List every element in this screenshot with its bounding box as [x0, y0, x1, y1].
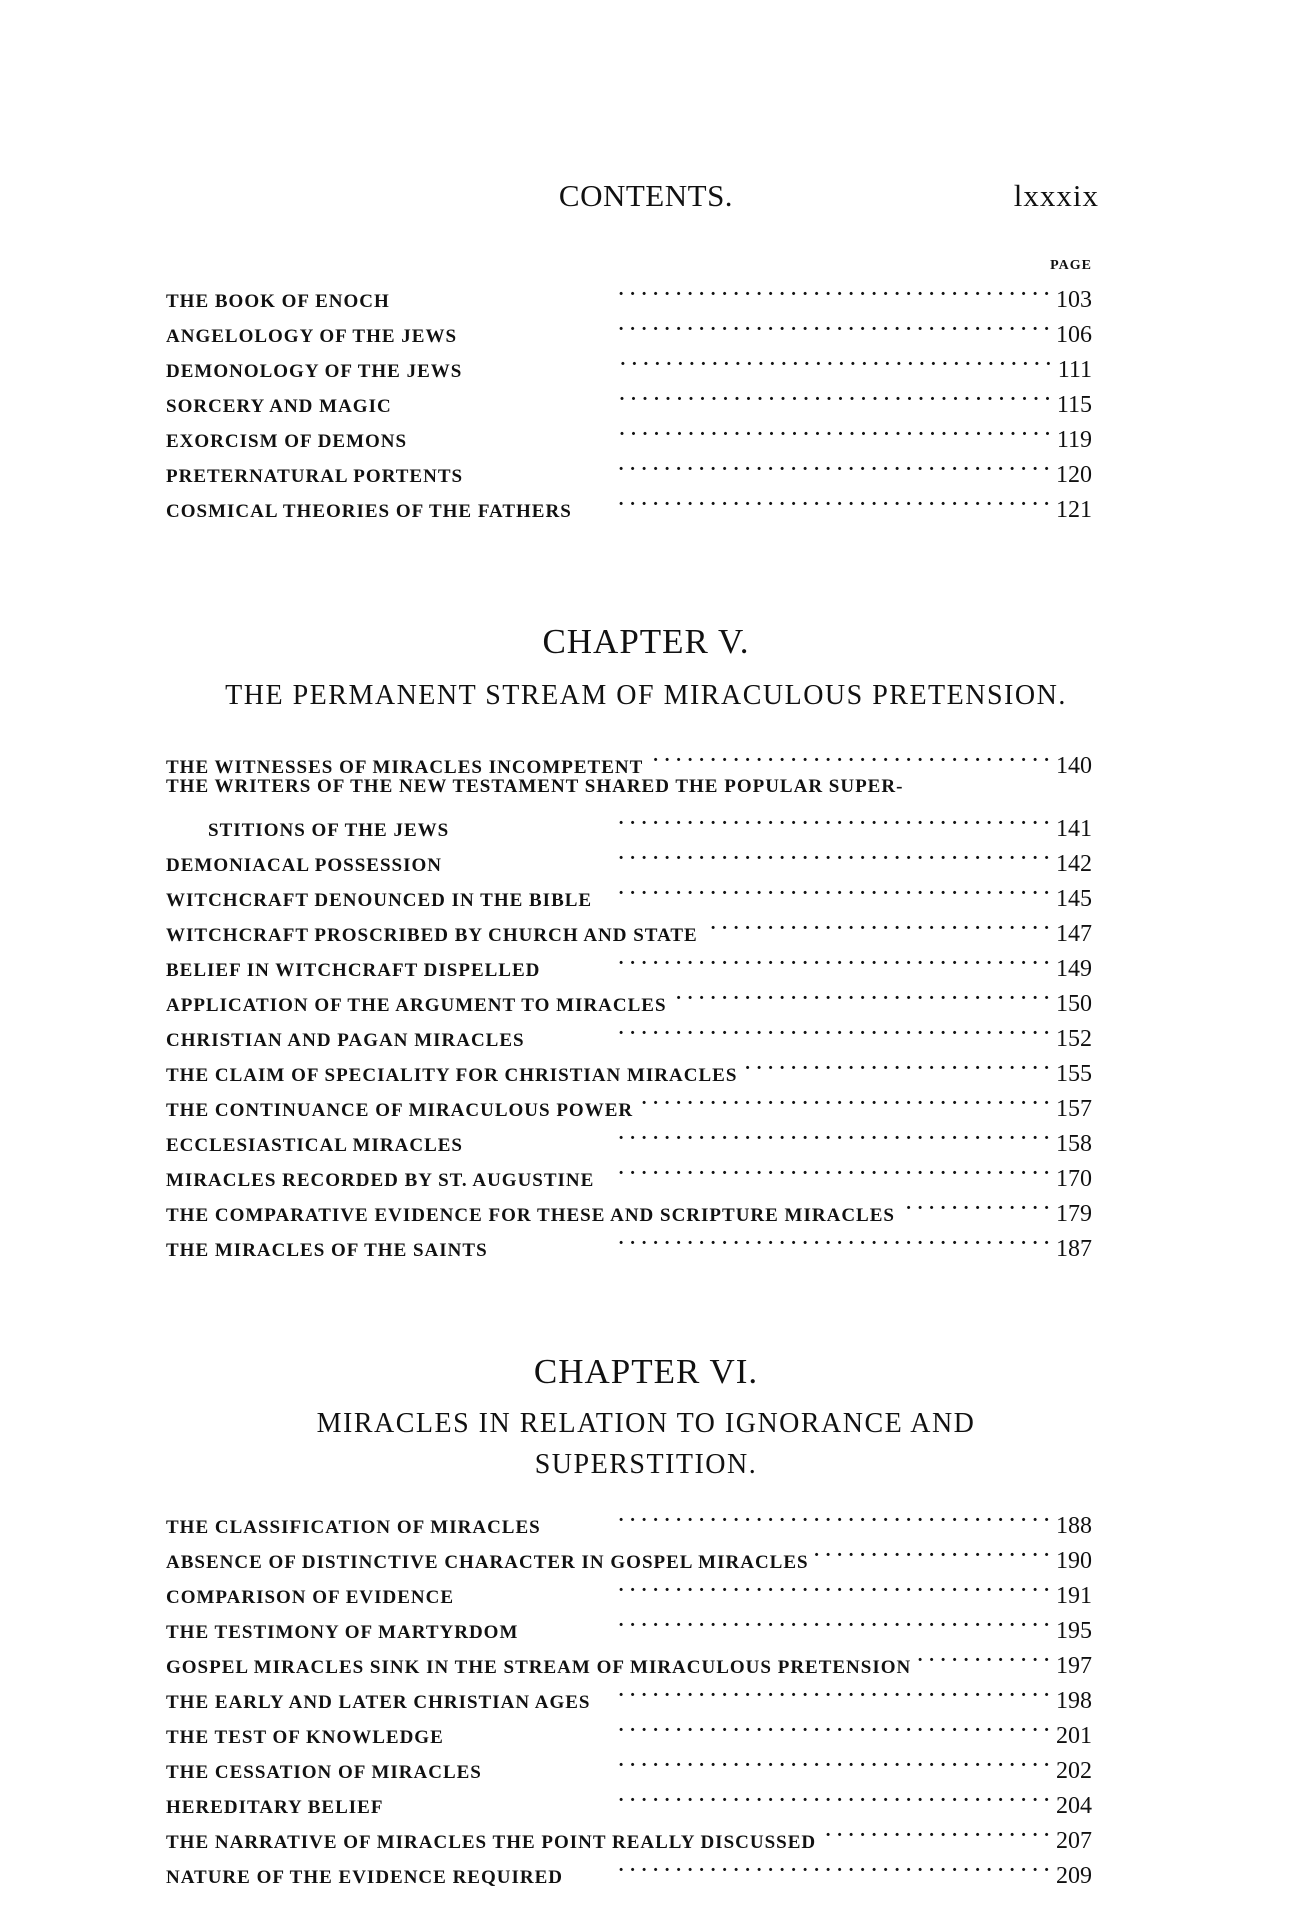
dot-leader — [389, 1778, 1050, 1813]
entry-page: 207 — [1056, 1828, 1092, 1854]
entry-page: 197 — [1056, 1653, 1092, 1679]
entry-page: 198 — [1056, 1688, 1092, 1714]
entry-page: 202 — [1056, 1758, 1092, 1784]
running-header-title: CONTENTS. — [558, 178, 734, 213]
chapter-5-subtitle: THE PERMANENT STREAM OF MIRACULOUS PRETENSION. — [225, 680, 1067, 711]
dot-leader — [469, 1116, 1050, 1151]
entry-page: 209 — [1056, 1863, 1092, 1889]
entry-title: BELIEF IN WITCHCRAFT DISPELLED — [166, 960, 541, 981]
entry-title: WITCHCRAFT PROSCRIBED BY CHURCH AND STATE — [166, 925, 698, 946]
dot-leader — [448, 836, 1050, 871]
dot-leader — [598, 871, 1050, 906]
toc-entry[interactable] — [166, 773, 1092, 801]
dot-leader — [488, 1743, 1050, 1778]
entry-title: THE BOOK OF ENOCH — [166, 291, 390, 312]
entry-title: THE CLASSIFICATION OF MIRACLES — [166, 1517, 541, 1538]
dot-leader — [546, 941, 1050, 976]
entry-title: WITCHCRAFT DENOUNCED IN THE BIBLE — [166, 890, 593, 911]
entry-title: THE COMPARATIVE EVIDENCE FOR THESE AND SCRIPTURE MIRACLES — [166, 1205, 895, 1226]
entry-title: THE NARRATIVE OF MIRACLES THE POINT REALLY DISCUSSED — [166, 1832, 817, 1853]
entry-title: NATURE OF THE EVIDENCE REQUIRED — [166, 1867, 563, 1888]
entry-title: DEMONIACAL POSSESSION — [166, 855, 442, 876]
dot-leader — [396, 272, 1050, 307]
entry-page: 147 — [1056, 921, 1092, 947]
entry-page: 145 — [1056, 886, 1092, 912]
entry-title: THE TEST OF KNOWLEDGE — [166, 1727, 444, 1748]
dot-leader — [524, 1603, 1050, 1638]
entry-page: 188 — [1056, 1513, 1092, 1539]
entry-page: 140 — [1056, 753, 1092, 779]
dot-leader — [547, 1498, 1050, 1533]
page-column-label: PAGE — [1050, 258, 1092, 273]
entry-title: THE CLAIM OF SPECIALITY FOR CHRISTIAN MIRACLES — [166, 1065, 738, 1086]
toc-chapter-6 — [166, 1498, 1092, 1889]
dot-leader — [455, 801, 1050, 836]
toc-chapter-5 — [166, 738, 1092, 1262]
chapter-6-heading: CHAPTER VI. — [533, 1352, 759, 1391]
entry-page: 141 — [1056, 816, 1092, 842]
entry-title: ABSENCE OF DISTINCTIVE CHARACTER IN GOSPEL MIRACLES — [166, 1552, 809, 1573]
entry-page: 111 — [1057, 357, 1092, 383]
entry-page: 115 — [1056, 392, 1092, 418]
dot-leader — [673, 976, 1050, 1011]
entry-page: 121 — [1056, 497, 1092, 523]
page-number-roman: lxxxix — [1013, 178, 1099, 213]
entry-page: 158 — [1056, 1131, 1092, 1157]
entry-page: 179 — [1056, 1201, 1092, 1227]
entry-page: 149 — [1056, 956, 1092, 982]
dot-leader — [450, 1708, 1050, 1743]
entry-title: THE EARLY AND LATER CHRISTIAN AGES — [166, 1692, 591, 1713]
entry-title-continued: STITIONS OF THE JEWS — [208, 820, 450, 841]
entry-page: 195 — [1056, 1618, 1092, 1644]
toc-entry[interactable] — [166, 272, 1092, 313]
entry-page: 120 — [1056, 462, 1092, 488]
dot-leader — [569, 1848, 1050, 1883]
chapter-6-subtitle-line-2: SUPERSTITION. — [534, 1449, 758, 1480]
entry-title: PRETERNATURAL PORTENTS — [166, 466, 464, 487]
toc-section-a — [166, 272, 1092, 523]
dot-leader — [917, 1638, 1050, 1673]
entry-title: THE TESTIMONY OF MARTYRDOM — [166, 1622, 519, 1643]
dot-leader — [649, 738, 1050, 773]
entry-title: THE WITNESSES OF MIRACLES INCOMPETENT — [166, 757, 644, 778]
toc-entry-continuation[interactable] — [166, 801, 1092, 842]
entry-title: APPLICATION OF THE ARGUMENT TO MIRACLES — [166, 995, 667, 1016]
toc-entry[interactable] — [166, 1498, 1092, 1539]
entry-title: EXORCISM OF DEMONS — [166, 431, 408, 452]
dot-leader — [460, 1568, 1050, 1603]
entry-page: 106 — [1056, 322, 1092, 348]
entry-title: DEMONOLOGY OF THE JEWS — [166, 361, 463, 382]
entry-page: 190 — [1056, 1548, 1092, 1574]
dot-leader — [822, 1813, 1050, 1848]
entry-page: 119 — [1056, 427, 1092, 453]
entry-title: HEREDITARY BELIEF — [166, 1797, 384, 1818]
entry-page: 155 — [1056, 1061, 1092, 1087]
chapter-6-subtitle-line-1: MIRACLES IN RELATION TO IGNORANCE AND — [316, 1408, 976, 1439]
entry-title: CHRISTIAN AND PAGAN MIRACLES — [166, 1030, 525, 1051]
dot-leader — [494, 1221, 1050, 1256]
entry-page: 187 — [1056, 1236, 1092, 1262]
entry-page: 191 — [1056, 1583, 1092, 1609]
dot-leader — [815, 1533, 1050, 1568]
entry-page: 152 — [1056, 1026, 1092, 1052]
entry-page: 204 — [1056, 1793, 1092, 1819]
entry-title: SORCERY AND MAGIC — [166, 396, 392, 417]
entry-title: ECCLESIASTICAL MIRACLES — [166, 1135, 463, 1156]
entry-page: 150 — [1056, 991, 1092, 1017]
entry-page: 142 — [1056, 851, 1092, 877]
dot-leader — [469, 447, 1050, 482]
entry-page: 157 — [1056, 1096, 1092, 1122]
dot-leader — [743, 1046, 1050, 1081]
dot-leader — [531, 1011, 1050, 1046]
toc-entry[interactable] — [166, 738, 1092, 779]
dot-leader — [398, 377, 1051, 412]
entry-title: THE WRITERS OF THE NEW TESTAMENT SHARED THE POPULAR SUPER- — [166, 776, 904, 797]
dot-leader — [596, 1673, 1050, 1708]
chapter-5-heading: CHAPTER V. — [542, 622, 750, 661]
entry-page: 103 — [1056, 287, 1092, 313]
dot-leader — [578, 482, 1050, 517]
dot-leader — [413, 412, 1051, 447]
dot-leader — [639, 1081, 1050, 1116]
entry-title: THE CESSATION OF MIRACLES — [166, 1762, 482, 1783]
entry-title: ANGELOLOGY OF THE JEWS — [166, 326, 458, 347]
entry-page: 201 — [1056, 1723, 1092, 1749]
entry-title: GOSPEL MIRACLES SINK IN THE STREAM OF MIRACULOUS PRETENSION — [166, 1657, 912, 1678]
dot-leader — [901, 1186, 1050, 1221]
entry-title: COMPARISON OF EVIDENCE — [166, 1587, 455, 1608]
dot-leader — [600, 1151, 1050, 1186]
entry-title: THE MIRACLES OF THE SAINTS — [166, 1240, 488, 1261]
entry-title: THE CONTINUANCE OF MIRACULOUS POWER — [166, 1100, 634, 1121]
entry-title: COSMICAL THEORIES OF THE FATHERS — [166, 501, 572, 522]
dot-leader — [463, 307, 1050, 342]
entry-title: MIRACLES RECORDED BY ST. AUGUSTINE — [166, 1170, 595, 1191]
entry-page: 170 — [1056, 1166, 1092, 1192]
dot-leader — [704, 906, 1050, 941]
dot-leader — [468, 342, 1051, 377]
